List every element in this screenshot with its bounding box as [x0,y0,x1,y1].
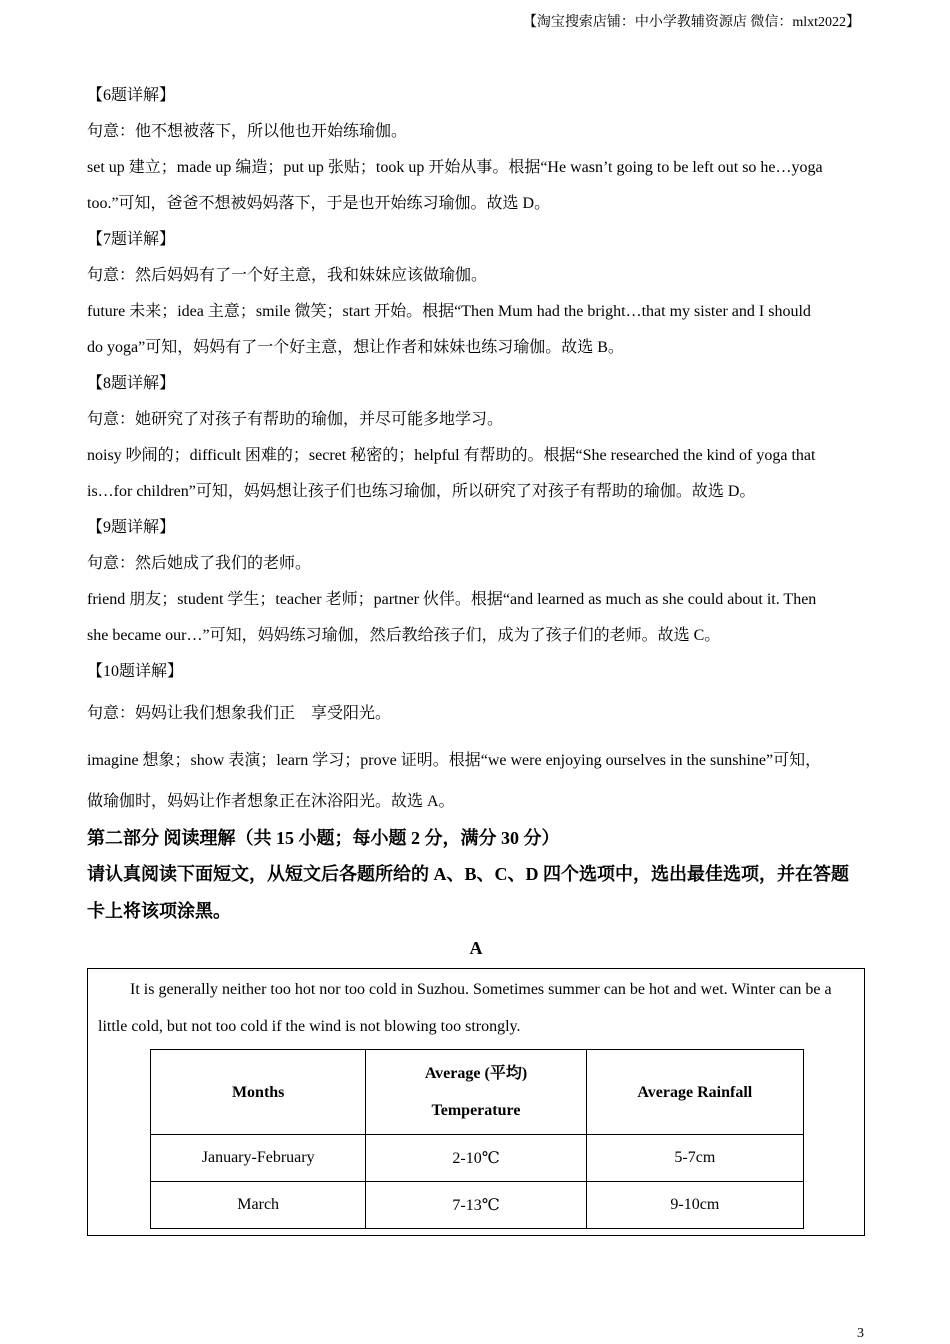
header-months: Months [151,1050,366,1135]
passage-label: A [469,938,483,958]
explanation-7-analysis-line1: future 未来；idea 主意；smile 微笑；start 开始。根据“Then Mum had the bright…that my sister and I should [87,303,811,320]
header-temperature-line2: Temperature [431,1102,521,1119]
explanation-10-analysis-line1: imagine 想象；show 表演；learn 学习；prove 证明。根据“we were enjoying ourselves in the sunshine”可知， [87,752,822,769]
explanation-7-meaning: 句意：然后妈妈有了一个好主意，我和妹妹应该做瑜伽。 [87,267,488,284]
explanation-8-analysis-line2: is…for children”可知，妈妈想让孩子们也练习瑜伽，所以研究了对孩子有帮助的瑜伽。故选 D。 [87,483,756,500]
explanation-9-title: 【9题详解】 [87,519,176,536]
explanation-8-title: 【8题详解】 [87,375,176,392]
table-row [151,1135,804,1182]
page-header: 【淘宝搜索店铺：中小学教辅资源店 微信：mlxt2022】 [522,15,860,30]
explanation-6-analysis-line1: set up 建立；made up 编造；put up 张贴；took up 开始从事。根据“He wasn’t going to be left out so he…yoga [87,159,823,176]
table-row [151,1182,804,1229]
header-temperature-line1: Average (平均) [424,1065,528,1082]
explanation-10-analysis-line2: 做瑜伽时，妈妈让作者想象正在沐浴阳光。故选 A。 [87,793,455,810]
cell-temperature: 7-13℃ [366,1182,586,1229]
page-number: 3 [857,1326,864,1341]
explanation-8-analysis-line1: noisy 吵闹的；difficult 困难的；secret 秘密的；helpful 有帮助的。根据“She researched the kind of yoga that [87,447,816,464]
cell-rainfall: 5-7cm [586,1135,803,1182]
explanation-6-meaning: 句意：他不想被落下，所以他也开始练瑜伽。 [87,123,408,140]
header-rainfall: Average Rainfall [586,1050,803,1135]
explanation-9-analysis-line2: she became our…”可知，妈妈练习瑜伽，然后教给孩子们，成为了孩子们的老师。故选 C。 [87,627,721,644]
explanation-10-meaning: 句意：妈妈让我们想象我们正 享受阳光。 [87,705,392,722]
table-header-row [151,1050,804,1135]
cell-months: January-February [151,1135,366,1182]
header-temperature [366,1050,586,1135]
explanation-6-title: 【6题详解】 [87,87,176,104]
explanation-9-meaning: 句意：然后她成了我们的老师。 [87,555,312,572]
part-two-instruction: 请认真阅读下面短文，从短文后各题所给的 A、B、C、D 四个选项中，选出最佳选项，并在答题卡上将该项涂黑。 [87,864,849,921]
cell-months: March [151,1182,366,1229]
explanation-8-meaning: 句意：她研究了对孩子有帮助的瑜伽，并尽可能多地学习。 [87,411,504,428]
explanation-9-analysis-line1: friend 朋友；student 学生；teacher 老师；partner 伙伴。根据“and learned as much as she could about it. Then [87,591,817,608]
cell-temperature: 2-10℃ [366,1135,586,1182]
document-body [87,78,865,1236]
passage-text: It is generally neither too hot nor too cold in Suzhou. Sometimes summer can be hot and wet. Winter can be a little cold, but not too cold if the wind is not blowing too strongly. [98,981,832,1035]
explanation-6-analysis-line2: too.”可知，爸爸不想被妈妈落下，于是也开始练习瑜伽。故选 D。 [87,195,551,212]
cell-rainfall: 9-10cm [586,1182,803,1229]
part-two-title: 第二部分 阅读理解（共 15 小题；每小题 2 分，满分 30 分） [87,828,560,848]
explanation-7-analysis-line2: do yoga”可知，妈妈有了一个好主意，想让作者和妹妹也练习瑜伽。故选 B。 [87,339,624,356]
weather-table [150,1049,804,1229]
explanation-10-title: 【10题详解】 [87,663,184,680]
explanation-7-title: 【7题详解】 [87,231,176,248]
passage-box [87,968,865,1236]
